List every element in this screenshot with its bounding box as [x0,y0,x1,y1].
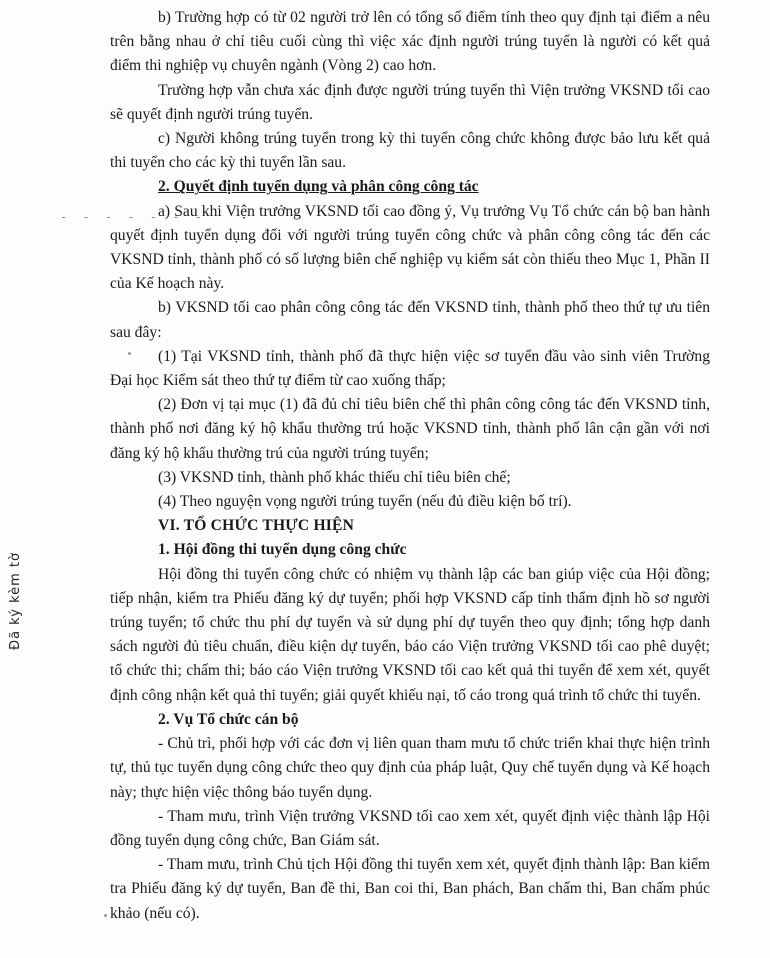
paragraph-council-duties: Hội đồng thi tuyển công chức có nhiệm vụ thành lập các ban giúp việc của Hội đồng; tiếp nhận, kiểm tra Phiếu đăng ký dự tuyển; phối hợp VKSND cấp tỉnh thẩm định hồ sơ người trúng tuyển; tổ chức thu phí dự tuyển và sử dụng phí dự tuyển theo quy định; tổng hợp danh sách người đủ tiêu chuẩn, điều kiện dự tuyển, báo cáo Viện trưởng VKSND tối cao phê duyệt; tổ chức thi; chấm thi; báo cáo Viện trưởng VKSND tối cao kết quả thi tuyển để xem xét, quyết định công nhận kết quả thi tuyển; giải quyết khiếu nại, tố cáo trong quá trình tổ chức thi tuyển. [110,565,710,704]
paragraph-tie-rule: b) Trường hợp có từ 02 người trở lên có tổng số điểm tính theo quy định tại điểm a nêu trên bằng nhau ở chỉ tiêu cuối cùng thì việc xác định người trúng tuyển là người có kết quả điểm thi nghiệp vụ chuyên ngành (Vòng 2) cao hơn. [110,9,710,75]
list-item-priority-2: (2) Đơn vị tại mục (1) đã đủ chỉ tiêu biên chế thì phân công công tác đến VKSND tỉnh, thành phố nơi đăng ký hộ khẩu thường trú hoặc VKSND tỉnh, thành phố lân cận gần với nơi đăng ký hộ khẩu thường trú của người trúng tuyển; [110,396,710,462]
paragraph-no-reservation: c) Người không trúng tuyển trong kỳ thi tuyển công chức không được bảo lưu kết quả thi tuyển cho các kỳ thi tuyển lần sau. [110,130,710,172]
list-item-dept-duty-3: - Tham mưu, trình Chủ tịch Hội đồng thi tuyển xem xét, quyết định thành lập: Ban kiểm tra Phiếu đăng ký dự tuyển, Ban đề thi, Ban coi thi, Ban phách, Ban chấm thi, Ban chấm phúc khảo (nếu có). [110,856,710,922]
paragraph-decision-issue: a) Sau khi Viện trưởng VKSND tối cao đồng ý, Vụ trưởng Vụ Tổ chức cán bộ ban hành quyết định tuyển dụng đối với người trúng tuyển công chức và phân công công tác đến các VKSND tỉnh, thành phố có số lượng biên chế nghiệp vụ kiểm sát còn thiếu theo Mục 1, Phần II của Kế hoạch này. [110,202,710,293]
scan-dash-marks: - - - - - - - [60,210,206,224]
scan-speck [104,914,107,917]
paragraph-priority-order: b) VKSND tối cao phân công công tác đến VKSND tỉnh, thành phố theo thứ tự ưu tiên sau đây: [110,299,710,341]
margin-handwritten-note: Đã ký kèm tờ [8,552,23,650]
section-heading-implementation: VI. TỔ CHỨC THỰC HIỆN [158,517,355,535]
document-body [110,6,710,926]
list-item-priority-1: (1) Tại VKSND tỉnh, thành phố đã thực hiện việc sơ tuyển đầu vào sinh viên Trường Đại học Kiểm sát theo thứ tự điểm từ cao xuống thấp; [110,347,710,390]
heading-decision-assignment [110,175,710,199]
list-item-dept-duty-2: - Tham mưu, trình Viện trưởng VKSND tối cao xem xét, quyết định việc thành lập Hội đồng tuyển dụng công chức, Ban Giám sát. [110,807,710,849]
heading-decision-assignment-text: 2. Quyết định tuyển dụng và phân công công tác [158,178,479,196]
list-item-dept-duty-1: - Chủ trì, phối hợp với các đơn vị liên quan tham mưu tổ chức triển khai thực hiện trình tự, thủ tục tuyển dụng công chức theo quy định của pháp luật, Quy chế tuyển dụng và Kế hoạch này; thực hiện việc thông báo tuyển dụng. [110,735,710,801]
heading-personnel-department: 2. Vụ Tổ chức cán bộ [158,710,299,728]
paragraph-undetermined: Trường hợp vẫn chưa xác định được người trúng tuyển thì Viện trưởng VKSND tối cao sẽ quyết định người trúng tuyển. [110,81,710,123]
heading-exam-council: 1. Hội đồng thi tuyển dụng công chức [158,541,407,559]
list-item-priority-3: (3) VKSND tỉnh, thành phố khác thiếu chỉ tiêu biên chế; [158,468,511,486]
list-item-priority-4: (4) Theo nguyện vọng người trúng tuyển (nếu đủ điều kiện bố trí). [158,493,572,511]
